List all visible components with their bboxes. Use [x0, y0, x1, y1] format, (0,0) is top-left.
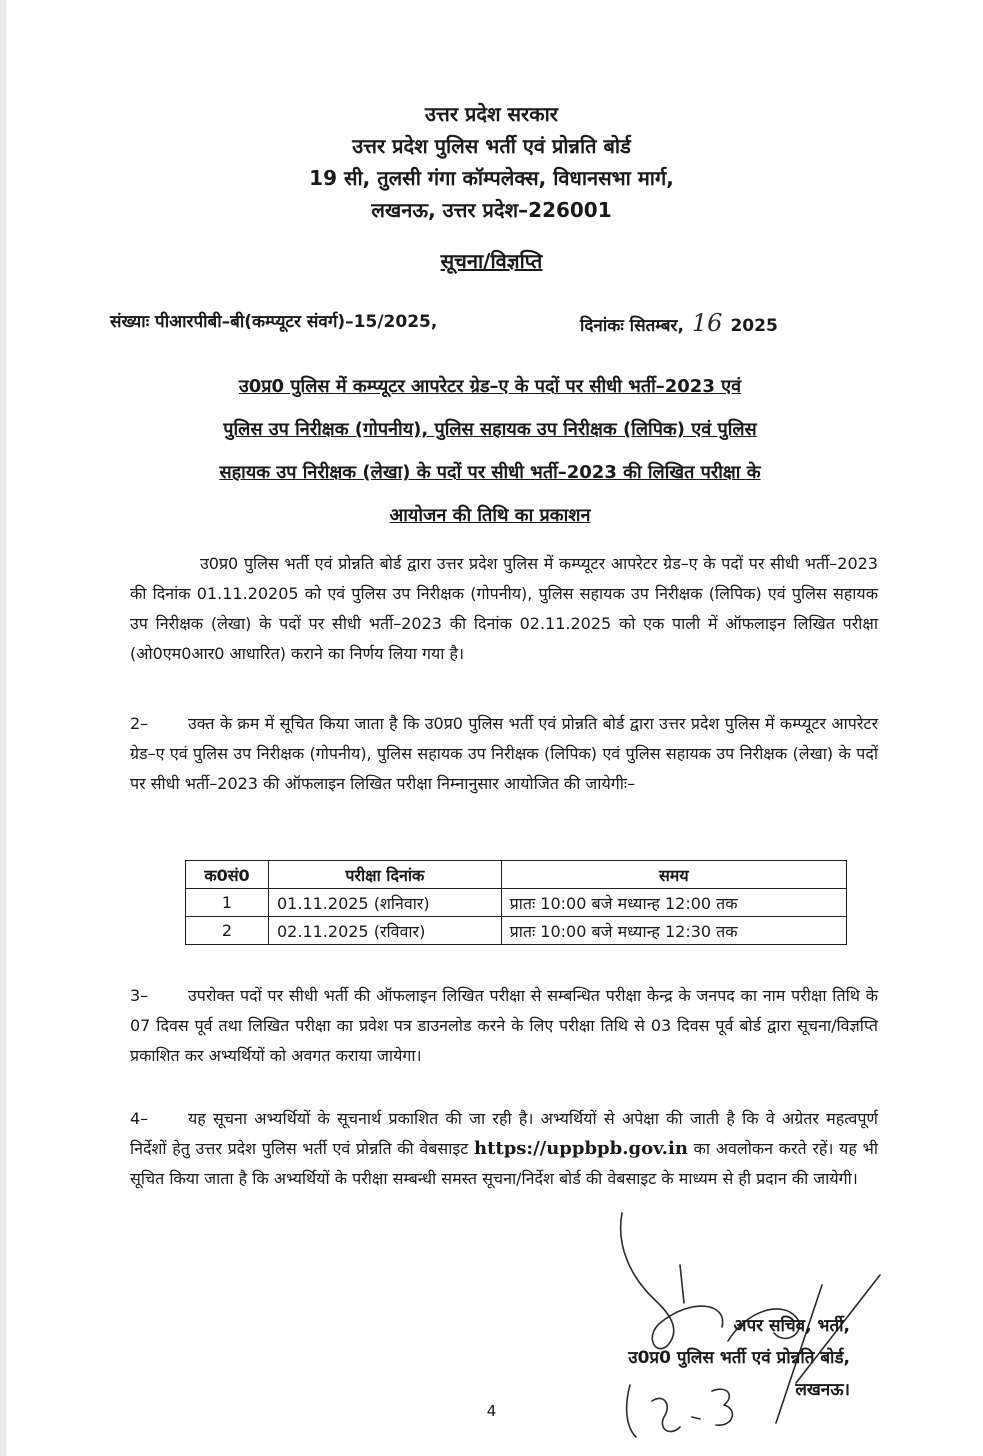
signatory-designation: अपर सचिव, भर्ती,	[733, 1316, 850, 1336]
paragraph-4	[130, 1104, 878, 1194]
signatory-city: लखनऊ।	[795, 1380, 850, 1400]
date-year: 2025	[730, 316, 778, 336]
notice-date	[580, 309, 778, 337]
paragraph-1: उ0प्र0 पुलिस भर्ती एवं प्रोन्नति बोर्ड द्वारा उत्तर प्रदेश पुलिस में कम्प्यूटर आपरेटर ग्रेड–ए के पदों पर सीधी भर्ती–2023 की दिनांक 01.11.20205 को एवं पुलिस उप निरीक्षक (गोपनीय), पुलिस सहायक उप निरीक्षक (लिपिक) एवं पुलिस सहायक उप निरीक्षक (लेखा) के पदों पर सीधी भर्ती–2023 की दिनांक 02.11.2025 को एक पाली में ऑफलाइन लिखित परीक्षा (ओ0एम0आर0 आधारित) कराने का निर्णय लिया गया है।	[130, 554, 878, 663]
letterhead-address: 19 सी, तुलसी गंगा कॉम्पलेक्स, विधानसभा मार्ग,	[309, 166, 674, 190]
date-prefix: दिनांकः सितम्बर,	[580, 316, 684, 336]
column-header-exam-date: परीक्षा दिनांक	[269, 861, 502, 889]
subject-line: उ0प्र0 पुलिस में कम्प्यूटर आपरेटर ग्रेड–ए के पदों पर सीधी भर्ती–2023 एवं	[238, 376, 742, 397]
cell-time: प्रातः 10:00 बजे मध्यान्ह 12:30 तक	[501, 917, 846, 945]
paragraph-number: 2–	[130, 714, 149, 733]
exam-schedule-table	[185, 860, 847, 945]
page-number: 4	[486, 1402, 497, 1420]
notice-title: सूचना/विज्ञप्ति	[440, 249, 543, 273]
subject-heading	[140, 365, 840, 537]
paragraph-3	[130, 981, 878, 1071]
reference-number: संख्याः पीआरपीबी–बी(कम्प्यूटर संवर्ग)–15/2025,	[110, 312, 438, 332]
paragraph-text: उपरोक्त पदों पर सीधी भर्ती की ऑफलाइन लिखित परीक्षा से सम्बन्धित परीक्षा केन्द्र के जनपद का नाम परीक्षा तिथि के 07 दिवस पूर्व तथा लिखित परीक्षा का प्रवेश पत्र डाउनलोड करने के लिए परीक्षा तिथि से 03 दिवस पूर्व बोर्ड द्वारा सूचना/विज्ञप्ति प्रकाशित कर अभ्यर्थियों को अवगत कराया जायेगा।	[130, 986, 878, 1065]
subject-line: पुलिस उप निरीक्षक (गोपनीय), पुलिस सहायक उप निरीक्षक (लिपिक) एवं पुलिस	[223, 419, 757, 440]
paragraph-number: 4–	[130, 1109, 149, 1128]
cell-exam-date: 02.11.2025 (रविवार)	[269, 917, 502, 945]
subject-line: सहायक उप निरीक्षक (लेखा) के पदों पर सीधी भर्ती–2023 की लिखित परीक्षा के	[219, 462, 761, 483]
cell-serial: 1	[186, 889, 269, 917]
signatory-organization: उ0प्र0 पुलिस भर्ती एवं प्रोन्नति बोर्ड,	[628, 1348, 850, 1368]
table-row	[186, 889, 847, 917]
column-header-serial: क0सं0	[186, 861, 269, 889]
letterhead-government: उत्तर प्रदेश सरकार	[425, 102, 558, 126]
cell-time: प्रातः 10:00 बजे मध्यान्ह 12:00 तक	[501, 889, 846, 917]
paragraph-number: 3–	[130, 986, 149, 1005]
website-link[interactable]: https://uppbpb.gov.in	[473, 1138, 688, 1159]
subject-line: आयोजन की तिथि का प्रकाशन	[389, 505, 591, 526]
cell-exam-date: 01.11.2025 (शनिवार)	[269, 889, 502, 917]
paragraph-text: यह सूचना अभ्यर्थियों के सूचनार्थ प्रकाशित की जा रही है। अभ्यर्थियों से अपेक्षा की जाती है कि वे अग्रेतर महत्वपूर्ण निर्देशों हेतु उत्तर प्रदेश पुलिस भर्ती एवं प्रोन्नति की वेबसाइट	[130, 1109, 878, 1158]
column-header-time: समय	[501, 861, 846, 889]
letterhead-board: उत्तर प्रदेश पुलिस भर्ती एवं प्रोन्नति बोर्ड	[352, 134, 631, 158]
cell-serial: 2	[186, 917, 269, 945]
table-header-row	[186, 861, 847, 889]
signature-block	[540, 1310, 850, 1406]
date-day: 16	[691, 309, 723, 337]
letterhead	[0, 98, 983, 226]
paragraph-text: का अवलोकन करते रहें। यह भी सूचित किया जाता है कि अभ्यर्थियों के परीक्षा सम्बन्धी समस्त सूचना/निर्देश बोर्ड की वेबसाइट के माध्यम से ही प्रदान की जायेगी।	[130, 1139, 878, 1188]
letterhead-city: लखनऊ, उत्तर प्रदेश–226001	[371, 198, 612, 222]
table-row	[186, 917, 847, 945]
paragraph-2	[130, 709, 878, 799]
paragraph-text: उक्त के क्रम में सूचित किया जाता है कि उ0प्र0 पुलिस भर्ती एवं प्रोन्नति बोर्ड द्वारा उत्तर प्रदेश पुलिस में कम्प्यूटर आपरेटर ग्रेड–ए एवं पुलिस उप निरीक्षक (गोपनीय), पुलिस सहायक उप निरीक्षक (लिपिक) एवं पुलिस सहायक उप निरीक्षक (लेखा) के पदों पर सीधी भर्ती–2023 की ऑफलाइन लिखित परीक्षा निम्नानुसार आयोजित की जायेगीः–	[130, 714, 878, 793]
